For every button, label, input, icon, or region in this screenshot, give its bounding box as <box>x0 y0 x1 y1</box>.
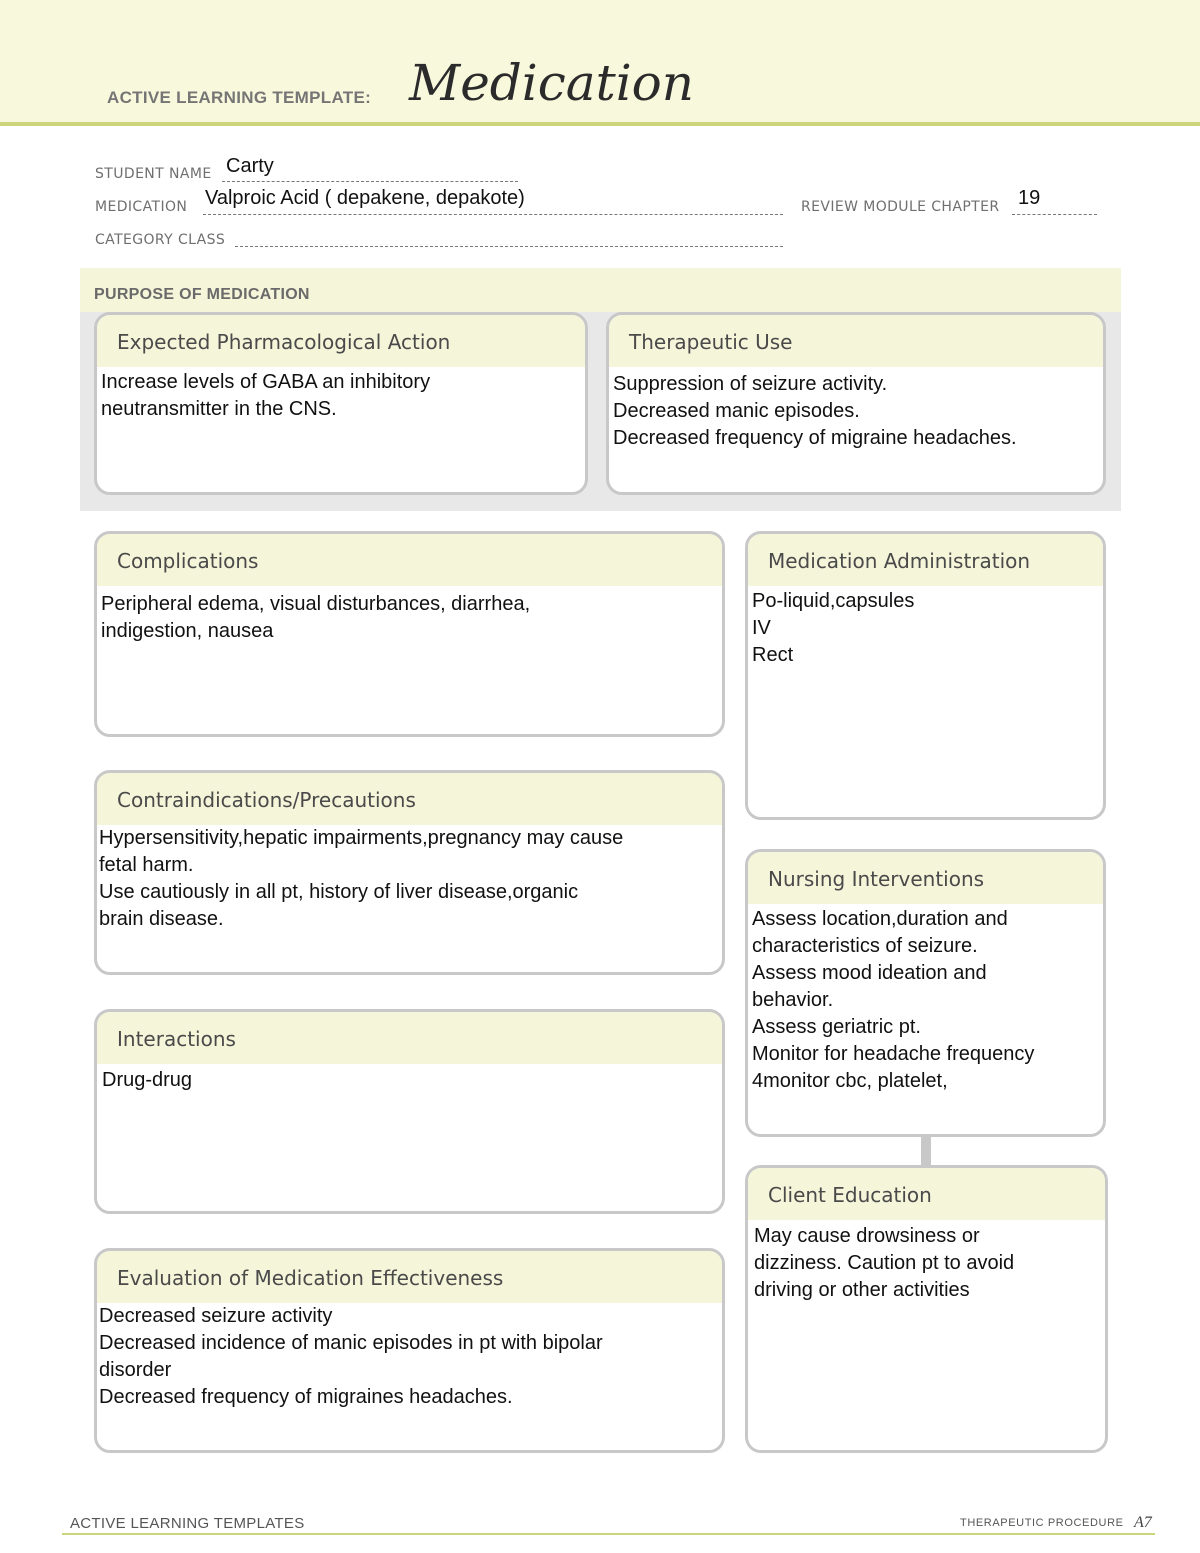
category-class-line <box>235 246 783 247</box>
template-label: ACTIVE LEARNING TEMPLATE: <box>107 88 372 107</box>
medication-line <box>203 214 783 215</box>
client-education-title: Client Education <box>748 1168 1105 1220</box>
contraindications-line: Hypersensitivity,hepatic impairments,pregnancy may cause <box>99 827 624 849</box>
category-class-label: CATEGORY CLASS <box>95 232 226 248</box>
review-module-label: REVIEW MODULE CHAPTER <box>801 199 1000 215</box>
nursing-interventions-body[interactable] <box>748 904 1103 1095</box>
review-module-field[interactable]: 19 <box>1018 187 1041 209</box>
footer-divider <box>62 1533 1155 1535</box>
therapeutic-use-line: Decreased frequency of migraine headaches. <box>613 427 1017 449</box>
contraindications-card <box>94 770 725 975</box>
nursing-interventions-line: characteristics of seizure. <box>752 935 978 957</box>
nursing-interventions-line: Assess location,duration and <box>752 908 1008 930</box>
contraindications-line: fetal harm. <box>99 854 194 876</box>
nursing-interventions-line: Assess geriatric pt. <box>752 1016 921 1038</box>
purpose-label: PURPOSE OF MEDICATION <box>94 286 310 303</box>
complications-line: Peripheral edema, visual disturbances, diarrhea, <box>101 593 531 615</box>
nursing-interventions-title: Nursing Interventions <box>748 852 1103 904</box>
evaluation-line: Decreased seizure activity <box>99 1305 333 1327</box>
contraindications-body[interactable] <box>97 825 722 933</box>
nursing-interventions-card <box>745 849 1106 1137</box>
footer-section: THERAPEUTIC PROCEDURE <box>960 1517 1124 1529</box>
medication-administration-line: Po-liquid,capsules <box>752 590 915 612</box>
medication-administration-title: Medication Administration <box>748 534 1103 586</box>
complications-card <box>94 531 725 737</box>
complications-title: Complications <box>97 534 722 586</box>
student-name-label: STUDENT NAME <box>95 166 212 182</box>
interactions-line: Drug-drug <box>102 1069 193 1091</box>
contraindications-line: Use cautiously in all pt, history of liver disease,organic <box>99 881 579 903</box>
interactions-body[interactable] <box>97 1064 722 1094</box>
medication-label: MEDICATION <box>95 199 188 215</box>
therapeutic-use-line: Suppression of seizure activity. <box>613 373 888 395</box>
client-education-line: driving or other activities <box>754 1279 970 1301</box>
client-education-line: dizziness. Caution pt to avoid <box>754 1252 1015 1274</box>
medication-administration-line: Rect <box>752 644 794 666</box>
nursing-interventions-line: 4monitor cbc, platelet, <box>752 1070 948 1092</box>
therapeutic-use-line: Decreased manic episodes. <box>613 400 860 422</box>
therapeutic-use-card <box>606 312 1106 495</box>
page-number: A7 <box>1134 1514 1152 1531</box>
evaluation-line: Decreased frequency of migraines headaches. <box>99 1386 513 1408</box>
client-education-card <box>745 1165 1108 1453</box>
evaluation-line: disorder <box>99 1359 172 1381</box>
therapeutic-use-body[interactable] <box>609 367 1103 452</box>
complications-body[interactable] <box>97 586 722 645</box>
nursing-interventions-line: Assess mood ideation and <box>752 962 987 984</box>
medication-administration-line: IV <box>752 617 771 639</box>
expected-action-title: Expected Pharmacological Action <box>97 315 585 367</box>
nursing-interventions-line: behavior. <box>752 989 834 1011</box>
therapeutic-use-title: Therapeutic Use <box>609 315 1103 367</box>
student-name-line <box>222 181 518 182</box>
page-title: Medication <box>409 54 694 112</box>
complications-line: indigestion, nausea <box>101 620 274 642</box>
interactions-card <box>94 1009 725 1214</box>
evaluation-title: Evaluation of Medication Effectiveness <box>97 1251 722 1303</box>
expected-action-card <box>94 312 588 495</box>
medication-field[interactable]: Valproic Acid ( depakene, depakote) <box>205 187 525 209</box>
card-connector <box>921 1136 931 1166</box>
evaluation-card <box>94 1248 725 1453</box>
student-name-field[interactable]: Carty <box>226 155 274 177</box>
medication-administration-body[interactable] <box>748 586 1103 669</box>
evaluation-line: Decreased incidence of manic episodes in pt with bipolar <box>99 1332 603 1354</box>
contraindications-line: brain disease. <box>99 908 224 930</box>
client-education-line: May cause drowsiness or <box>754 1225 980 1247</box>
evaluation-body[interactable] <box>97 1303 722 1411</box>
client-education-body[interactable] <box>748 1220 1105 1304</box>
expected-action-line: neutransmitter in the CNS. <box>101 398 337 420</box>
review-module-line <box>1012 214 1097 215</box>
expected-action-body[interactable] <box>97 367 585 423</box>
nursing-interventions-line: Monitor for headache frequency <box>752 1043 1035 1065</box>
expected-action-line: Increase levels of GABA an inhibitory <box>101 371 431 393</box>
footer-title: ACTIVE LEARNING TEMPLATES <box>70 1515 305 1532</box>
interactions-title: Interactions <box>97 1012 722 1064</box>
contraindications-title: Contraindications/Precautions <box>97 773 722 825</box>
header-divider <box>0 122 1200 126</box>
medication-administration-card <box>745 531 1106 820</box>
